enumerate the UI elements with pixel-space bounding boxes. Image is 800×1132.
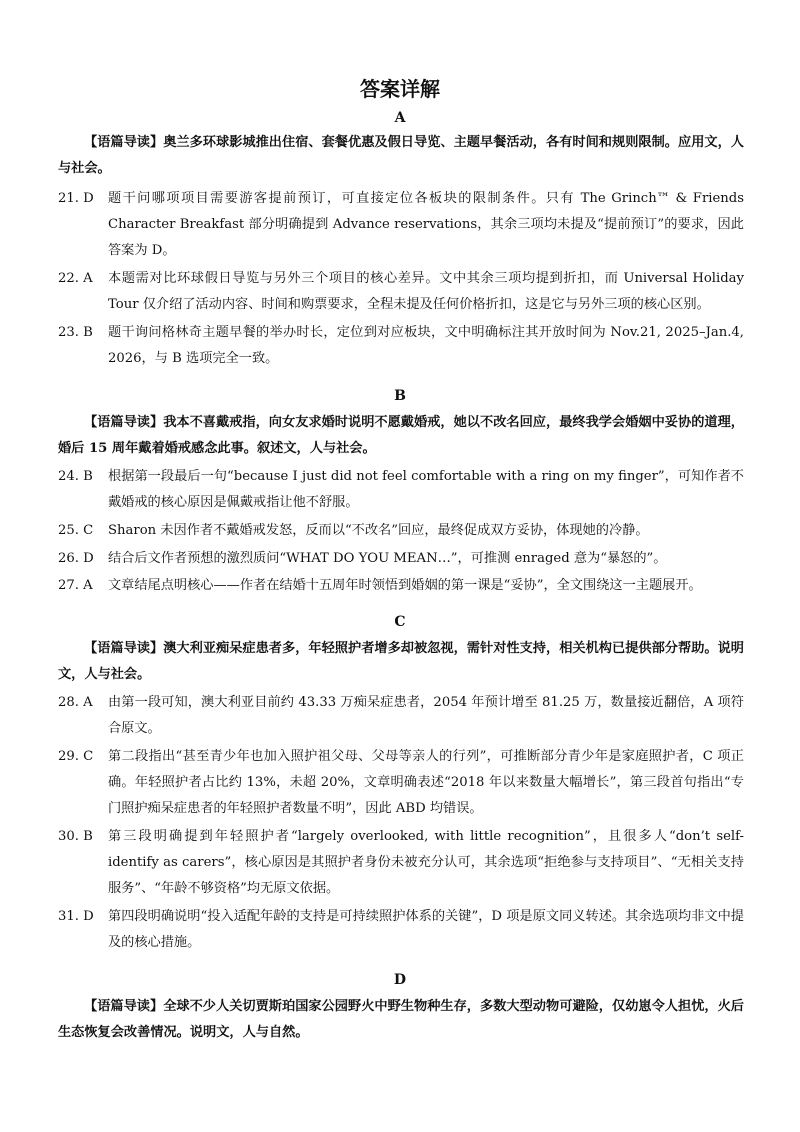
- section-d-intro: 【语篇导读】全球不少人关切贾斯珀国家公园野火中野生物种生存，多数大型动物可避险，仅幼崽令人担忧，火后生态恢复会改善情况。说明文，人与自然。: [58, 999, 744, 1040]
- question-number: 26. D: [58, 551, 94, 566]
- question-explanation: 第二段指出“甚至青少年也加入照护祖父母、父母等亲人的行列”，可推断部分青少年是家庭照护者，C 项正确。年轻照护者占比约 13%，未超 20%，文章明确表述“2018 年以来数量大幅增长”，第三段首句指出“专门照护痴呆症患者的年轻照护者数量不明”，因此 ABD 均错误。: [108, 749, 744, 816]
- page-title: 答案详解: [360, 77, 440, 101]
- question-number: 31. D: [58, 909, 94, 924]
- question-explanation: Sharon 未因作者不戴婚戒发怒，反而以“不改名”回应，最终促成双方妥协，体现她的冷静。: [108, 523, 649, 538]
- question-30: [58, 824, 744, 902]
- section-b-intro: 【语篇导读】我本不喜戴戒指，向女友求婚时说明不愿戴婚戒，她以不改名回应，最终我学会婚姻中妥协的道理，婚后 15 周年戴着婚戒感念此事。叙述文，人与社会。: [58, 415, 744, 456]
- section-d-heading: D: [393, 972, 407, 988]
- question-number: 27. A: [58, 578, 93, 593]
- question-24: [58, 464, 744, 516]
- question-29: [58, 744, 744, 822]
- question-25: [58, 518, 744, 544]
- question-explanation: 第三段明确提到年轻照护者“largely overlooked, with little recognition”，且很多人“don’t self-identify as carers”，核心原因是其照护者身份未被充分认可，其余选项“拒绝参与支持项目”、“无相关支持服务”、“年龄不够资格”均无原文依据。: [108, 829, 744, 896]
- question-21: [58, 186, 744, 264]
- question-explanation: 本题需对比环球假日导览与另外三个项目的核心差异。文中其余三项均提到折扣，而 Universal Holiday Tour 仅介绍了活动内容、时间和购票要求，全程未提及任何价格折扣，这是它与另外三项的核心区别。: [108, 271, 744, 312]
- question-number: 24. B: [58, 469, 93, 484]
- question-explanation: 文章结尾点明核心——作者在结婚十五周年时领悟到婚姻的第一课是“妥协”，全文围绕这一主题展开。: [108, 578, 702, 593]
- question-number: 21. D: [58, 191, 94, 206]
- question-explanation: 根据第一段最后一句“because I just did not feel comfortable with a ring on my finger”，可知作者不戴婚戒的核心原因是佩戴戒指让他不舒服。: [108, 469, 744, 510]
- question-explanation: 由第一段可知，澳大利亚目前约 43.33 万痴呆症患者，2054 年预计增至 81.25 万，数量接近翻倍，A 项符合原文。: [108, 695, 744, 736]
- section-a-heading: A: [394, 110, 406, 126]
- question-number: 23. B: [58, 325, 93, 340]
- question-explanation: 结合后文作者预想的激烈质问“WHAT DO YOU MEAN…”，可推测 enraged 意为“暴怒的”。: [108, 551, 667, 566]
- question-23: [58, 320, 744, 372]
- question-number: 25. C: [58, 523, 94, 538]
- section-b-heading: B: [394, 388, 406, 404]
- question-number: 22. A: [58, 271, 93, 286]
- question-number: 28. A: [58, 695, 93, 710]
- question-27: [58, 573, 744, 599]
- question-number: 29. C: [58, 749, 94, 764]
- question-28: [58, 690, 744, 742]
- question-explanation: 题干询问格林奇主题早餐的举办时长，定位到对应板块，文中明确标注其开放时间为 Nov.21, 2025–Jan.4, 2026，与 B 选项完全一致。: [108, 325, 744, 366]
- question-number: 30. B: [58, 829, 93, 844]
- question-26: [58, 546, 744, 572]
- question-explanation: 题干问哪项项目需要游客提前预订，可直接定位各板块的限制条件。只有 The Grinch™ & Friends Character Breakfast 部分明确提到 Advance reservations，其余三项均未提及“提前预订”的要求，因此答案为 D。: [108, 191, 744, 258]
- section-c-heading: C: [394, 614, 406, 630]
- section-c-intro: 【语篇导读】澳大利亚痴呆症患者多，年轻照护者增多却被忽视，需针对性支持，相关机构已提供部分帮助。说明文，人与社会。: [58, 641, 744, 682]
- question-31: [58, 904, 744, 956]
- section-a-intro: 【语篇导读】奥兰多环球影城推出住宿、套餐优惠及假日导览、主题早餐活动，各有时间和规则限制。应用文，人与社会。: [58, 135, 744, 176]
- question-explanation: 第四段明确说明“投入适配年龄的支持是可持续照护体系的关键”，D 项是原文同义转述。其余选项均非文中提及的核心措施。: [108, 909, 744, 950]
- question-22: [58, 266, 744, 318]
